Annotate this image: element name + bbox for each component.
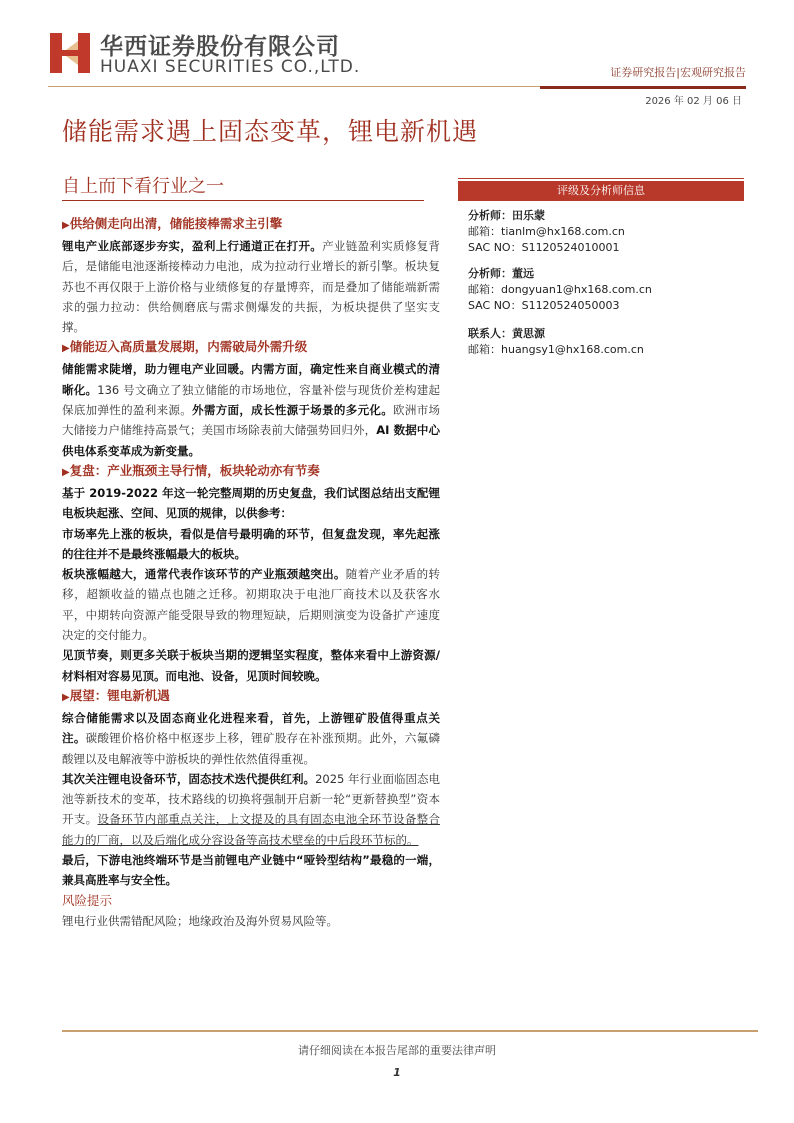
- paragraph: 最后，下游电池终端环节是当前锂电产业链中“哑铃型结构”最稳的一端，兼具高胜率与安全性。: [62, 853, 440, 888]
- paragraph: 板块涨幅越大，通常代表作该环节的产业瓶颈越突出。随着产业矛盾的转移，超额收益的锚点也随之迁移。初期取决于电池厂商技术以及获客水平，中期转向资源产能受限导致的物理短缺，后期则演变为设备扩产速度决定的交付能力。: [62, 567, 441, 643]
- info-top-divider: [458, 178, 744, 179]
- paragraph: 锂电产业底部逐步夯实，盈利上行通道正在打开。产业链盈利实质修复背后，是储能电池逐渐接棒动力电池，成为拉动行业增长的新引擎。板块复苏也不再仅限于上游价格与业绩修复的存量博弈，而是叠加了储能端新需求的强力拉动：供给侧磨底与需求侧爆发的共振，为板块提供了坚实支撑。: [62, 239, 441, 335]
- company-name-cn: 华西证券股份有限公司: [100, 34, 340, 60]
- analyst-block: [468, 208, 738, 256]
- legal-notice: 请仔细阅读在本报告尾部的重要法律声明: [298, 1044, 496, 1057]
- paragraph: 综合储能需求以及固态商业化进程来看，首先，上游锂矿股值得重点关注。碳酸锂价格价格中枢逐步上移，锂矿股存在补涨预期。此外，六氟磷酸锂以及电解液等中游板块的弹性依然值得重视。: [62, 710, 441, 766]
- contact-block: [468, 326, 738, 358]
- triangle-bullet-icon: ▶: [62, 466, 70, 478]
- footer-divider: [62, 1030, 758, 1032]
- triangle-bullet-icon: ▶: [62, 220, 70, 231]
- paragraph: 基于 2019-2022 年这一轮完整周期的历史复盘，我们试图总结出支配锂电板块起涨、空间、见顶的规律，以供参考：: [62, 485, 440, 521]
- analyst-sac: SAC NO：S1120524050003: [468, 299, 620, 312]
- triangle-bullet-icon: ▶: [62, 691, 70, 703]
- document-type: 证券研究报告|宏观研究报告: [610, 66, 746, 79]
- risk-text: 锂电行业供需错配风险；地缘政治及海外贸易风险等。: [62, 913, 338, 928]
- analyst-info-header: 评级及分析师信息: [458, 181, 744, 201]
- contact-name: 联系人：黄思源: [468, 327, 545, 340]
- section-heading: ▶储能迈入高质量发展期，内需破局外需升级: [62, 339, 308, 355]
- page-number: 1: [393, 1066, 401, 1079]
- paragraph: 储能需求陡增，助力锂电产业回暖。内需方面，确定性来自商业模式的清晰化。136 号文确立了独立储能的市场地位，容量补偿与现货价差构建起保底加弹性的盈利来源。外需方面，成长性源于场景的多元化。欧洲市场大储接力户储维持高景气；美国市场除表前大储强势回归外，AI 数据中心供电体系变革成为新变量。: [62, 362, 441, 458]
- analyst-email[interactable]: 邮箱：dongyuan1@hx168.com.cn: [468, 283, 652, 296]
- contact-email[interactable]: 邮箱：huangsy1@hx168.com.cn: [468, 343, 644, 356]
- section-heading: ▶复盘：产业瓶颈主导行情，板块轮动亦有节奏: [62, 462, 320, 478]
- risk-heading: 风险提示: [62, 892, 113, 908]
- subtitle-divider: [62, 200, 424, 201]
- analyst-sac: SAC NO：S1120524010001: [468, 241, 620, 254]
- analyst-email[interactable]: 邮箱：tianlm@hx168.com.cn: [468, 225, 625, 238]
- section-heading: ▶供给侧走向出清，储能接棒需求主引擎: [62, 216, 283, 231]
- analyst-block: [468, 266, 738, 314]
- report-subtitle: 自上而下看行业之一: [62, 176, 224, 197]
- huaxi-logo-icon: [48, 31, 92, 75]
- company-name-en: HUAXI SECURITIES CO.,LTD.: [100, 57, 361, 77]
- header-accent-bar: [540, 86, 746, 89]
- paragraph: 其次关注锂电设备环节，固态技术迭代提供红利。2025 年行业面临固态电池等新技术的变革，技术路线的切换将强制开启新一轮“更新替换型”资本开支。设备环节内部重点关注，上文提及的具有固态电池全环节设备整合能力的厂商，以及后端化成分容设备等高技术壁垒的中后段环节标的。: [62, 771, 441, 847]
- analyst-name: 分析师：董远: [468, 267, 534, 280]
- report-body: [62, 214, 440, 931]
- analyst-name: 分析师：田乐蒙: [468, 209, 545, 222]
- paragraph: 见顶节奏，则更多关联于板块当期的逻辑坚实程度，整体来看中上游资源/材料相对容易见顶。而电池、设备，见顶时间较晚。: [62, 648, 440, 683]
- report-title: 储能需求遇上固态变革，锂电新机遇: [62, 117, 479, 146]
- section-heading: ▶展望：锂电新机遇: [62, 687, 170, 703]
- triangle-bullet-icon: ▶: [62, 343, 70, 355]
- report-date: 2026 年 02 月 06 日: [645, 96, 742, 107]
- paragraph: 市场率先上涨的板块，看似是信号最明确的环节，但复盘发现，率先起涨的往往并不是最终涨幅最大的板块。: [62, 526, 440, 561]
